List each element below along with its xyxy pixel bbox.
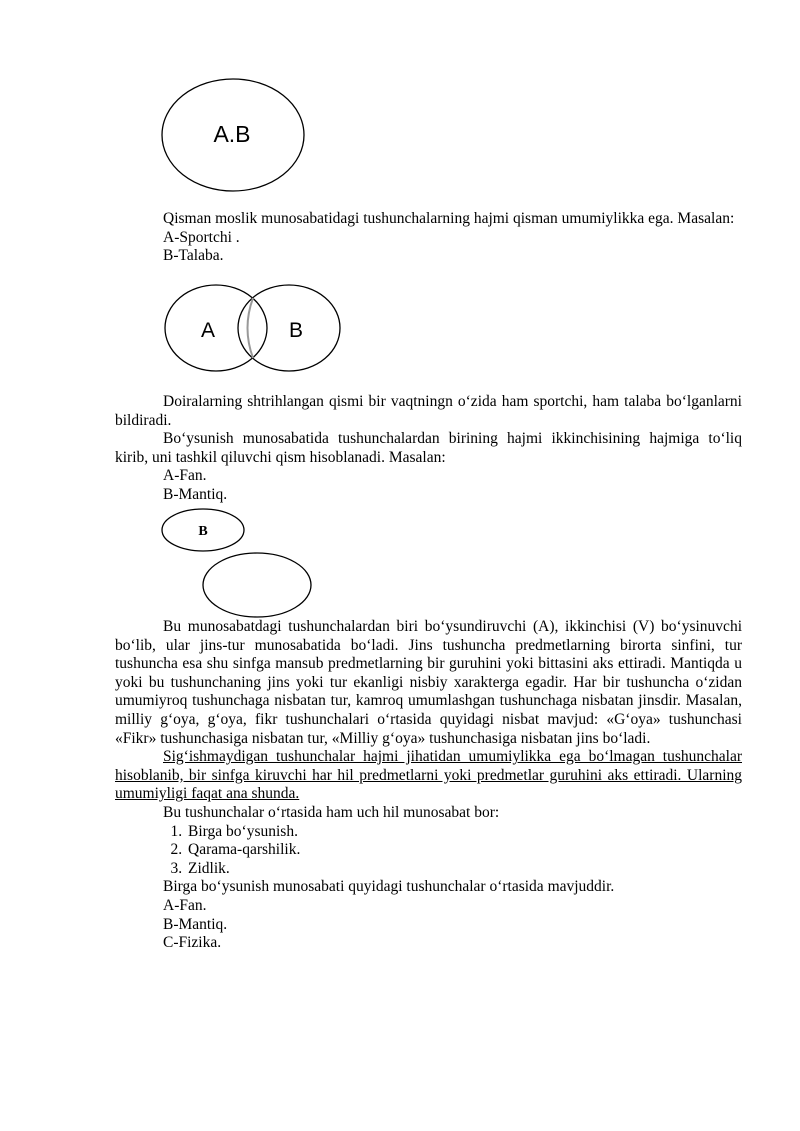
paragraph-shaded-part: Doiralarning shtrihlangan qismi bir vaqtningn o‘zida ham sportchi, ham talaba bo‘lganlarni bildiradi.	[115, 393, 742, 429]
example-line: B-Mantiq.	[163, 485, 228, 503]
example-line: A-Sportchi .	[163, 228, 240, 246]
relations-list	[115, 823, 742, 879]
list-item: 1. Birga bo‘ysunish.	[186, 823, 742, 842]
list-item: 3. Zidlik.	[186, 860, 742, 879]
example-line: B-Mantiq.	[163, 915, 228, 933]
circle-a-label: A	[200, 319, 216, 342]
ellipse-ab-label: A.B	[213, 121, 251, 147]
document-page	[115, 0, 742, 1131]
paragraph-co-subordination: Birga bo‘ysunish munosabati quyidagi tushunchalar o‘rtasida mavjuddir.	[163, 878, 615, 896]
example-line: A-Fan.	[163, 467, 207, 485]
example-line: C-Fizika.	[163, 934, 222, 952]
paragraph-three-relations: Bu tushunchalar o‘rtasida ham uch hil munosabat bor:	[163, 803, 500, 821]
example-line: B-Talaba.	[163, 247, 224, 265]
list-item: 2. Qarama-qarshilik.	[186, 841, 742, 860]
paragraph-subordination: Bo‘ysunish munosabatida tushunchalardan birining hajmi ikkinchisining hajmiga to‘liq kirib, uni tashkil qiluvchi qism hisoblanadi. Masalan:	[115, 430, 742, 466]
paragraph-genus-species: Bu munosabatdagi tushunchalardan biri bo‘ysundiruvchi (A), ikkinchisi (V) bo‘ysinuvchi bo‘lib, ular jins-tur munosabatida bo‘ladi. Jins tushuncha predmetlarning birorta sinfini, tur tushuncha esa shu sinfga mansub predmetlarning bir guruhini yoki bittasini aks ettiradi. Mantiqda u yoki bu tushunchaning jins yoki tur ekanligi nisbiy xarakterga egadir. Har bir tushuncha o‘zidan umumiyroq tushunchaga nisbatan tur, kamroq umumlashgan tushunchaga nisbatan jinsdir. Masalan, milliy g‘oya, g‘oya, fikr tushunchalari o‘rtasida quyidagi nisbat mavjud: «G‘oya» tushunchasi «Fikr» tushunchasiga nisbatan tur, «Milliy g‘oya» tushunchasiga nisbatan jins bo‘ladi.	[115, 618, 742, 747]
paragraph-partial-match: Qisman moslik munosabatidagi tushunchalarning hajmi qisman umumiylikka ega. Masalan:	[163, 210, 735, 227]
example-line: A-Fan.	[163, 896, 207, 914]
circle-b-label: B	[288, 319, 304, 342]
small-ellipse-label: B	[198, 524, 208, 539]
paragraph-incompatible-underlined: Sig‘ishmaydigan tushunchalar hajmi jihatidan umumiylikka ega bo‘lmagan tushunchalar hisoblanib, bir sinfga kiruvchi har hil predmetlarni yoki predmetlar guruhini aks ettiradi. Ularning umumiyligi faqat ana shunda.	[115, 748, 742, 803]
